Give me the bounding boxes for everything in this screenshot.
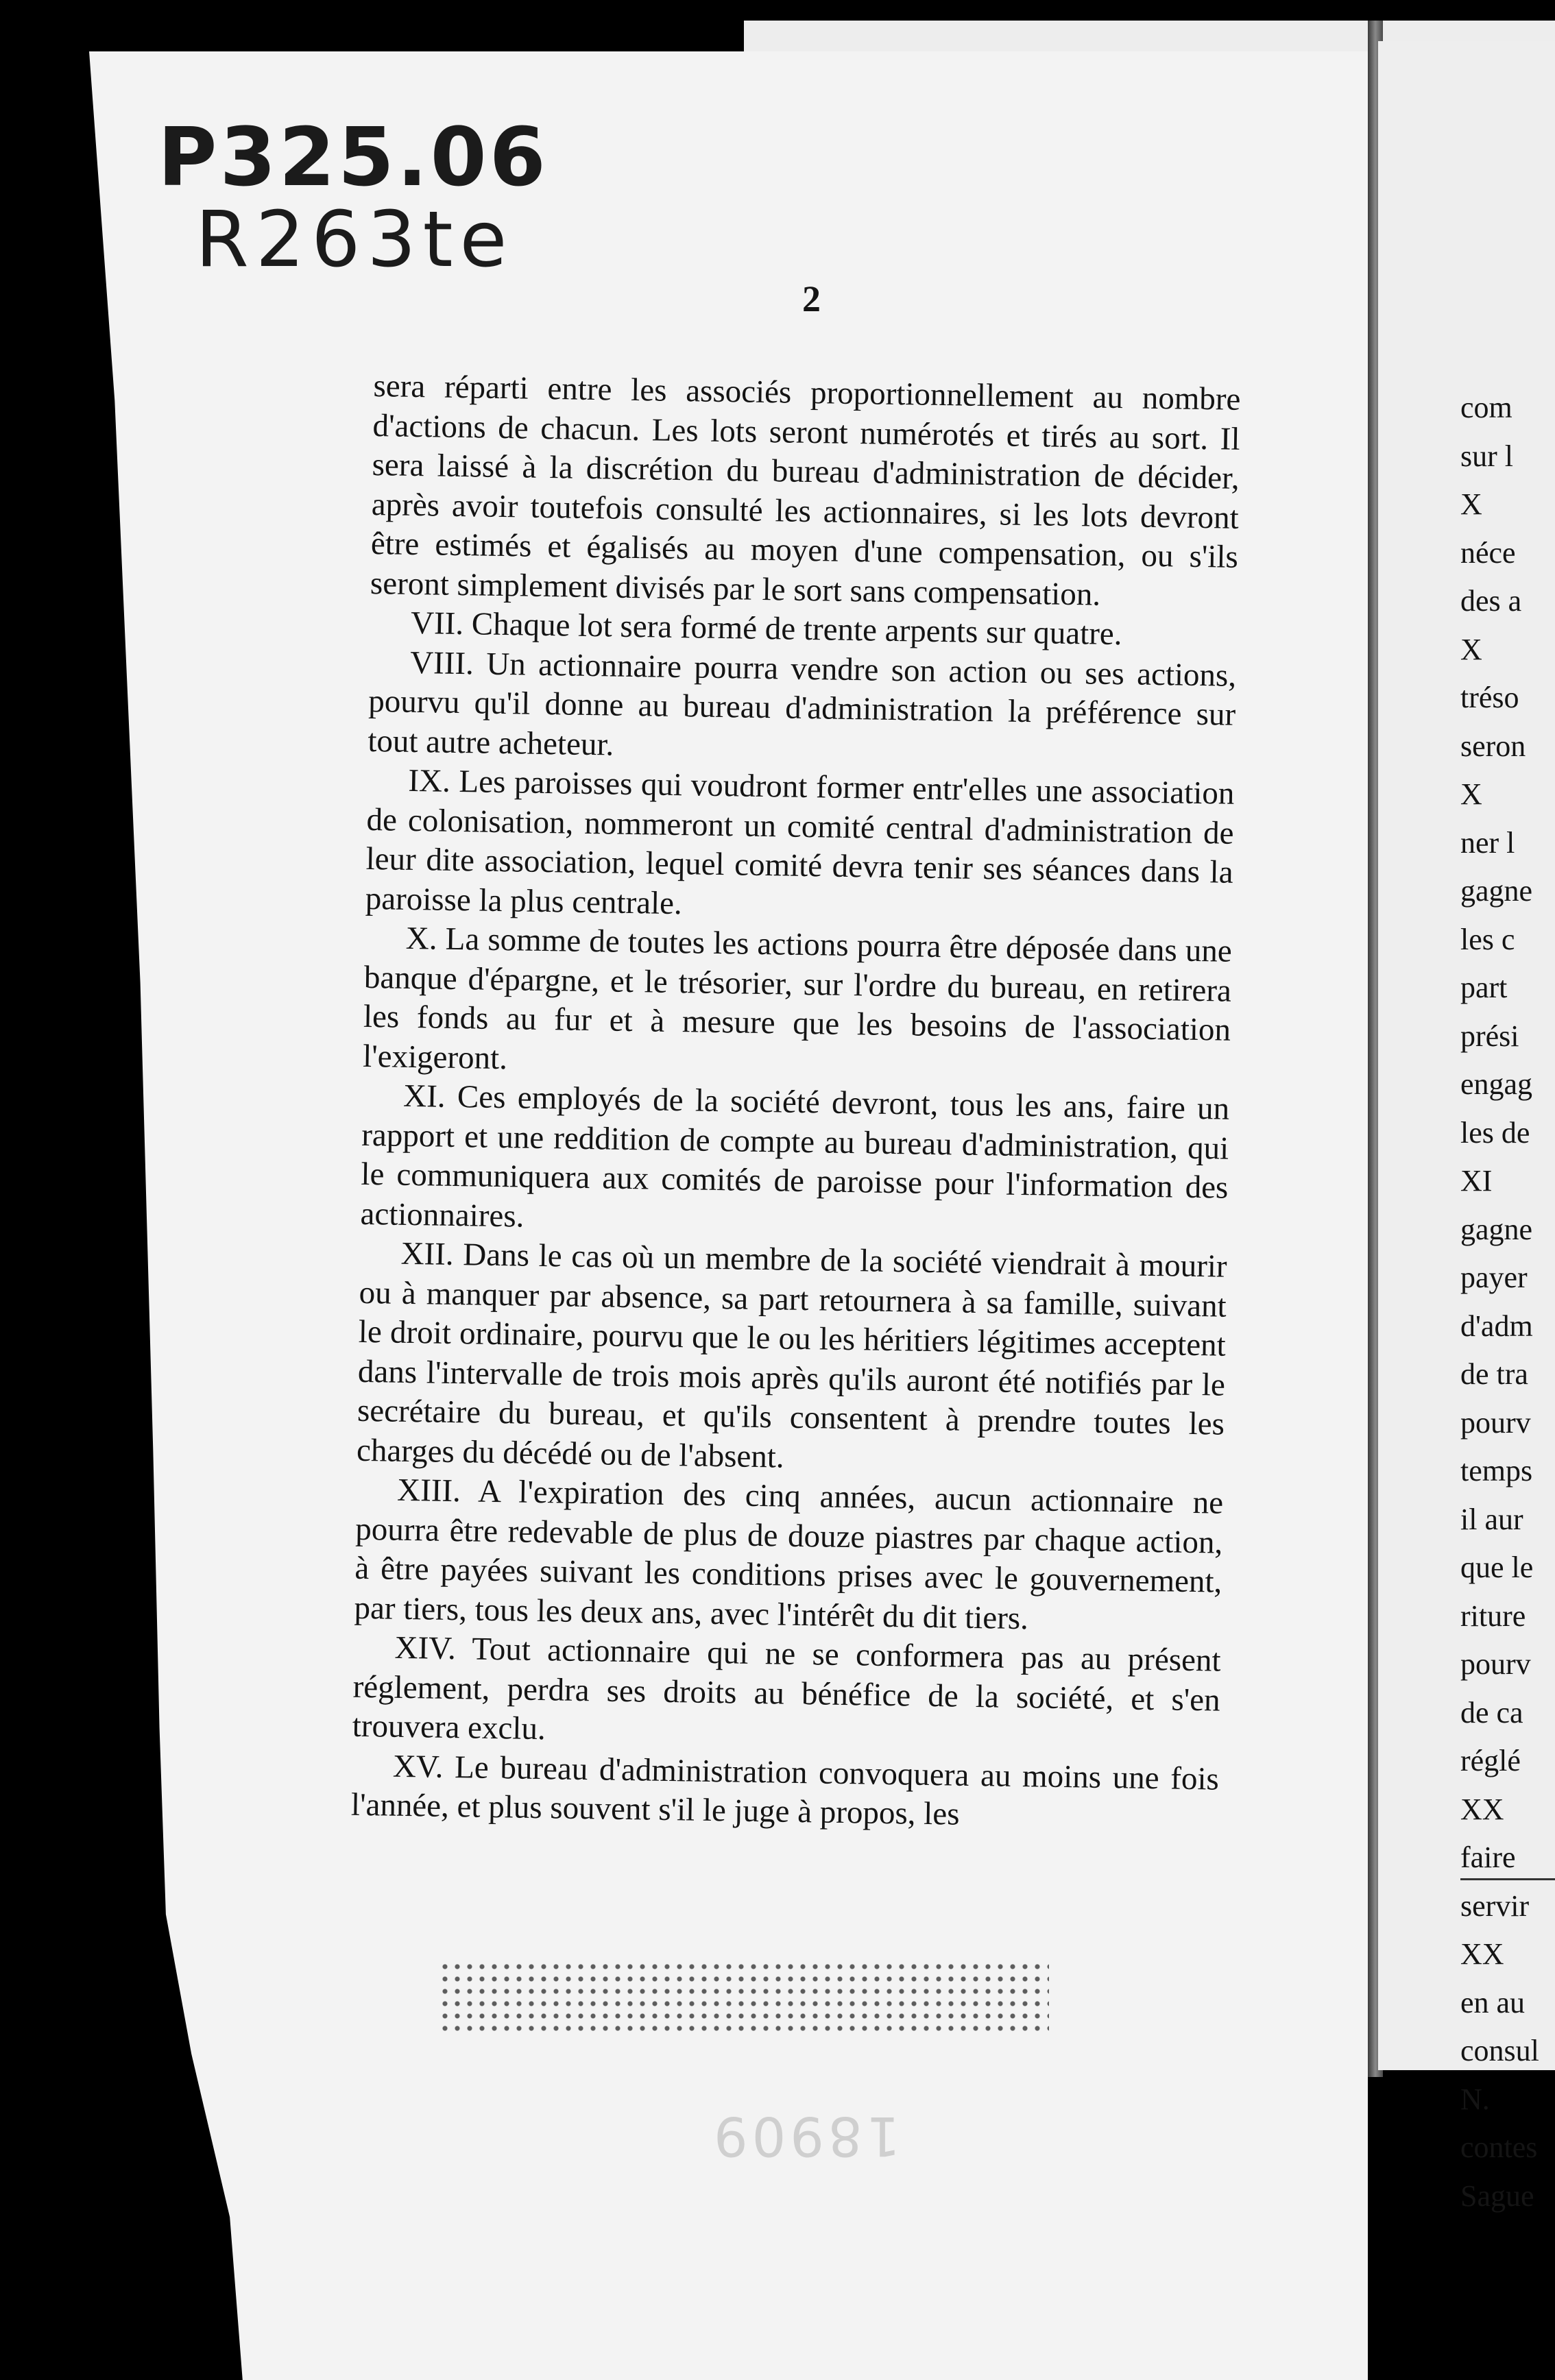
- call-number-line-2: R263te: [195, 195, 514, 284]
- right-page-fragment: engag: [1460, 1067, 1533, 1101]
- right-page-fragment: riture: [1460, 1599, 1526, 1633]
- right-page-fragment: X: [1460, 487, 1482, 521]
- right-page-fragment: XX: [1460, 1792, 1504, 1826]
- article-viii: VIII. Un actionnaire pourra vendre son action ou ses actions, pourvu qu'il donne au bureau d'administration la préférence sur tout autre acheteur.: [367, 644, 1237, 763]
- right-page-fragment: il aur: [1460, 1502, 1523, 1536]
- article-xi: XI. Ces employés de la société devront, tous les ans, faire un rapport et une reddition de compte au bureau d'administration, qui le communiquera aux comités de paroisse pour l'information des actionnaires.: [360, 1078, 1230, 1235]
- right-page-fragment: que le: [1460, 1551, 1534, 1584]
- right-page-fragment: X: [1460, 632, 1482, 666]
- right-page-fragment: payer: [1460, 1261, 1528, 1294]
- body-text: [351, 367, 1241, 1838]
- right-page-fragment: des a: [1460, 584, 1522, 618]
- right-page-fragment: d'adm: [1460, 1309, 1533, 1343]
- right-page-fragment: néce: [1460, 535, 1516, 570]
- page-number: 2: [802, 278, 821, 319]
- paragraph-continuation: sera réparti entre les associés proportionnellement au nombre d'actions de chacun. Les lots seront numérotés et tirés au sort. Il sera laissé à la discrétion du bureau d'administration de décider, après avoir toutefois consulté les actionnaires, si les lots devront être estimés et égalisés au moyen d'une compensation, ou s'ils seront simplement divisés par le sort sans compensation.: [370, 367, 1241, 613]
- right-page-fragment: les c: [1460, 922, 1515, 956]
- right-page-text-fragments: [1460, 384, 1555, 2220]
- right-page-fragment: Sague: [1460, 2178, 1534, 2213]
- article-x: X. La somme de toutes les actions pourra être déposée dans une banque d'épargne, et le trésorier, sur l'ordre du bureau, en retirera les fonds au fur et à mesure que les besoins de l'association l'exigeront.: [362, 920, 1233, 1076]
- right-page-fragment: X: [1460, 777, 1482, 811]
- faint-stamp-number: 18909: [710, 2104, 901, 2166]
- right-page-fragment: temps: [1460, 1454, 1533, 1487]
- article-xv: XV. Le bureau d'administration convoquera au moins une fois l'année, et plus souvent s'il le juge à propos, les: [350, 1748, 1220, 1832]
- right-page-fragment: XI: [1460, 1164, 1493, 1198]
- right-page-fragment: gagne: [1460, 1212, 1533, 1246]
- right-page-fragment: seron: [1460, 729, 1526, 763]
- right-page-fragment: part: [1460, 971, 1508, 1004]
- right-page-fragment: réglé: [1460, 1744, 1521, 1777]
- right-page-fragment: de ca: [1460, 1695, 1523, 1729]
- article-ix: IX. Les paroisses qui voudront former entr'elles une association de colonisation, nommeront un comité central d'administration de leur dite association, lequel comité devra tenir ses séances dans la paroisse la plus centrale.: [365, 762, 1235, 921]
- article-vii: VII. Chaque lot sera formé de trente arpents sur quatre.: [410, 605, 1122, 653]
- right-page-fragment: de tra: [1460, 1357, 1528, 1391]
- right-page-fragment: pourv: [1460, 1647, 1531, 1681]
- right-page-fragment: ner l: [1460, 825, 1515, 860]
- right-page-fragment: prési: [1460, 1019, 1519, 1053]
- right-page-rule: [1460, 1878, 1555, 1880]
- right-page-fragment: gagne: [1460, 874, 1533, 908]
- right-page-fragment: faire: [1460, 1841, 1516, 1874]
- right-page-fragment: sur l: [1460, 439, 1513, 473]
- right-page-fragment: tréso: [1460, 681, 1519, 714]
- right-page-fragment: les de: [1460, 1115, 1530, 1150]
- perforated-stamp: [439, 1960, 1049, 2036]
- right-page-fragment: contes: [1460, 2130, 1538, 2164]
- article-xiv: XIV. Tout actionnaire qui ne se conformera pas au présent réglement, perdra ses droits au bénéfice de la société, et s'en trouvera exclu.: [352, 1629, 1221, 1747]
- right-page-fragment: XX: [1460, 1937, 1504, 1971]
- right-page-fragment: en au: [1460, 1985, 1526, 2019]
- call-number-line-1: P325.06: [158, 110, 549, 204]
- right-page-fragment: N.: [1460, 2082, 1490, 2116]
- right-page-fragment: servir: [1460, 1889, 1530, 1923]
- article-xii: XII. Dans le cas où un membre de la société viendrait à mourir ou à manquer par absence, sa part retournera à sa famille, suivant le droit ordinaire, pourvu que le ou les héritiers légitimes acceptent dans l'intervalle de trois mois après qu'ils auront été notifiés par le secrétaire du bureau, et qu'ils consentent à prendre toutes les charges du décédé ou de l'absent.: [356, 1235, 1227, 1475]
- right-page-fragment: consul: [1460, 2034, 1539, 2067]
- article-xiii: XIII. A l'expiration des cinq années, aucun actionnaire ne pourra être redevable de plus de douze piastres par chaque action, à être payées suivant les conditions prises avec le gouvernement, par tiers, tous les deux ans, avec l'intérêt du dit tiers.: [354, 1472, 1224, 1636]
- right-page-fragment: com: [1460, 391, 1512, 424]
- right-page-fragment: pourv: [1460, 1405, 1531, 1440]
